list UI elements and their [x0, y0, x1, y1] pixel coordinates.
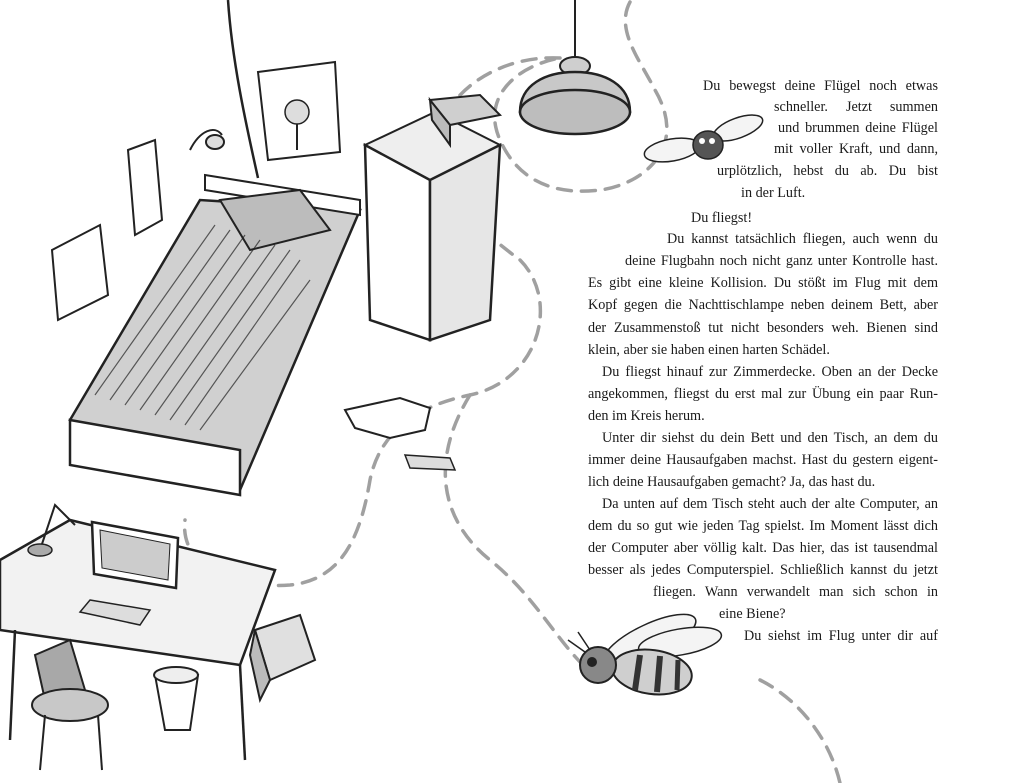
- text-line: Es gibt eine kleine Kollision. Du stößt im Flug mit dem: [588, 275, 938, 291]
- text-line: lich deine Hausaufgaben gemacht? Ja, das hast du.: [588, 474, 876, 490]
- bee-icon: [568, 604, 724, 699]
- waste-bin: [154, 667, 198, 730]
- desk: [0, 505, 275, 760]
- text-line: fliegen. Wann verwandelt man sich schon in: [653, 584, 938, 600]
- text-line: Kopf gegen die Nachttischlampe neben deinem Bett, aber: [588, 297, 938, 313]
- sock: [405, 455, 455, 470]
- wall-drawing: [52, 225, 108, 320]
- text-line: besser als jedes Computerspiel. Schließlich kannst du jetzt: [588, 562, 938, 578]
- text-line: und brummen deine Flügel: [778, 120, 938, 136]
- text-line: Du siehst im Flug unter dir auf: [744, 628, 938, 644]
- text-line: Du fliegst hinauf zur Zimmerdecke. Oben an der Decke: [602, 364, 938, 380]
- text-line: urplötzlich, hebst du ab. Du bist: [717, 163, 938, 179]
- text-line: immer deine Hausaufgaben machst. Hast du gestern eigent-: [588, 452, 938, 468]
- text-line: der Computer aber völlig kalt. Das hier, das ist tausendmal: [588, 540, 938, 556]
- text-line: Du kannst tatsächlich fliegen, auch wenn du: [667, 231, 938, 247]
- text-line: Du fliegst!: [691, 210, 753, 226]
- text-line: der Zusammenstoß tut nicht besonders weh. Bienen sind: [588, 320, 938, 336]
- text-line: schneller. Jetzt summen: [774, 99, 938, 115]
- text-line: Da unten auf dem Tisch steht auch der alte Computer, an: [602, 496, 938, 512]
- ceiling-lamp-icon: [520, 0, 630, 134]
- text-line: angekommen, fliegst du erst mal zur Übung ein paar Run-: [588, 386, 938, 402]
- wardrobe: [365, 95, 500, 340]
- bee-icon: [643, 110, 766, 166]
- text-line: mit voller Kraft, und dann,: [774, 141, 938, 157]
- poster: [258, 62, 340, 160]
- clothes: [345, 398, 430, 438]
- text-line: eine Biene?: [719, 606, 786, 622]
- text-line: Unter dir siehst du dein Bett und den Tisch, an dem du: [602, 430, 938, 446]
- bed: [70, 175, 360, 495]
- wall-corner: [228, 0, 258, 178]
- text-line: den im Kreis herum.: [588, 408, 705, 424]
- school-bag: [250, 615, 315, 700]
- wall-picture: [128, 140, 162, 235]
- text-line: Du bewegst deine Flügel noch etwas: [703, 78, 938, 94]
- text-line: klein, aber sie haben einen harten Schädel.: [588, 342, 830, 358]
- text-line: in der Luft.: [741, 185, 806, 201]
- text-line: deine Flugbahn noch nicht ganz unter Kontrolle hast.: [625, 253, 938, 269]
- text-line: dem du so gut wie jeden Tag spielst. Im Moment lässt dich: [588, 518, 938, 534]
- chair: [32, 640, 108, 770]
- wall-lamp: [190, 130, 224, 150]
